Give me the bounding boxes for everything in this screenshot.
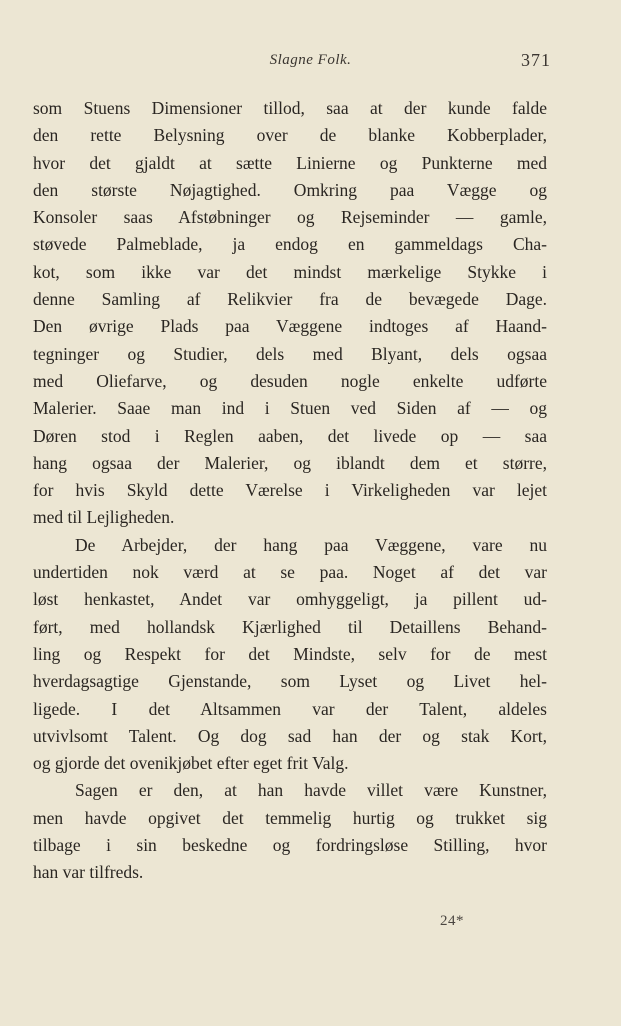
text-line: Malerier. Saae man ind i Stuen ved Siden af — og bbox=[33, 398, 547, 419]
text-line: hvor det gjaldt at sætte Linierne og Punkterne med bbox=[33, 152, 547, 173]
text-line: Døren stod i Reglen aaben, det livede op — saa bbox=[33, 425, 547, 446]
text-line: med Oliefarve, og desuden nogle enkelte udførte bbox=[33, 370, 547, 391]
text-line: støvede Palmeblade, ja endog en gammeldags Cha- bbox=[33, 234, 547, 255]
text-line: og gjorde det ovenikjøbet efter eget frit Valg. bbox=[33, 753, 349, 774]
text-line: denne Samling af Relikvier fra de bevægede Dage. bbox=[33, 289, 547, 310]
text-line: med til Lejligheden. bbox=[33, 507, 175, 528]
text-line: som Stuens Dimensioner tillod, saa at der kunde falde bbox=[33, 98, 547, 118]
text-line: hverdagsagtige Gjenstande, som Lyset og Livet hel- bbox=[33, 671, 547, 692]
signature-mark: 24* bbox=[440, 913, 464, 929]
running-title: Slagne Folk. bbox=[269, 52, 352, 68]
text-line: utvivlsomt Talent. Og dog sad han der og stak Kort, bbox=[33, 725, 547, 746]
text-line: ligede. I det Altsammen var der Talent, aldeles bbox=[33, 698, 547, 719]
text-line: Konsoler saas Afstøbninger og Rejseminder — gamle, bbox=[33, 207, 547, 228]
text-line: løst henkastet, Andet var omhyggeligt, ja pillent ud- bbox=[33, 589, 547, 610]
text-line: den største Nøjagtighed. Omkring paa Vægge og bbox=[33, 179, 547, 200]
text-line: han var tilfreds. bbox=[33, 862, 144, 883]
running-head bbox=[0, 48, 621, 78]
text-line: kot, som ikke var det mindst mærkelige Stykke i bbox=[33, 261, 547, 282]
text-line: tilbage i sin beskedne og fordringsløse Stilling, hvor bbox=[33, 835, 547, 856]
text-line: tegninger og Studier, dels med Blyant, dels ogsaa bbox=[33, 343, 547, 364]
text-line: undertiden nok værd at se paa. Noget af det var bbox=[33, 562, 547, 583]
text-line: ling og Respekt for det Mindste, selv for de mest bbox=[33, 643, 547, 664]
text-line: Sagen er den, at han havde villet være Kunstner, bbox=[75, 780, 547, 801]
text-line: for hvis Skyld dette Værelse i Virkeligheden var lejet bbox=[33, 480, 547, 501]
body-text bbox=[33, 95, 547, 887]
text-line: ført, med hollandsk Kjærlighed til Detaillens Behand- bbox=[33, 616, 547, 637]
text-line: den rette Belysning over de blanke Kobberplader, bbox=[33, 125, 547, 146]
page-number: 371 bbox=[521, 50, 551, 70]
text-line: De Arbejder, der hang paa Væggene, vare nu bbox=[75, 534, 547, 555]
text-line: hang ogsaa der Malerier, og iblandt dem et større, bbox=[33, 452, 547, 473]
text-line: men havde opgivet det temmelig hurtig og trukket sig bbox=[33, 807, 547, 828]
text-line: Den øvrige Plads paa Væggene indtoges af Haand- bbox=[33, 316, 547, 337]
